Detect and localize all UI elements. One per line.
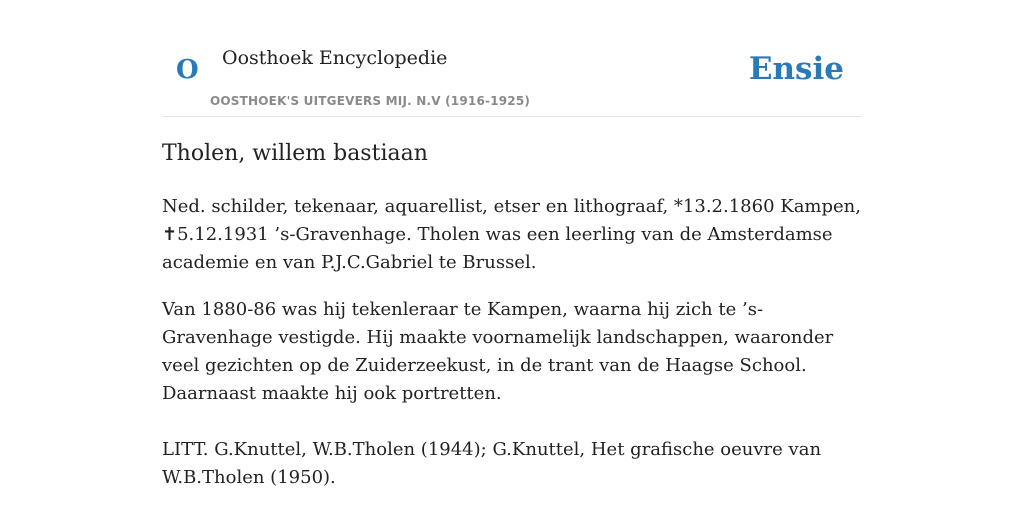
article-paragraph: Van 1880-86 was hij tekenleraar te Kampen, waarna hij zich te ’s-Gravenhage vestigde. Hij maakte voornamelijk landschappen, waaronder veel gezichten op de Zuiderzeekust, in de trant van de Haagse School. Daarnaast maakte hij ook portretten.	[162, 299, 834, 404]
source-logo[interactable]: O	[176, 55, 199, 85]
source-subtitle: OOSTHOEK'S UITGEVERS MIJ. N.V (1916-1925)	[210, 94, 531, 108]
article-paragraph: Ned. schilder, tekenaar, aquarellist, etser en lithograaf, *13.2.1860 Kampen, ✝5.12.1931 ’s-Gravenhage. Tholen was een leerling van de Amsterdamse academie en van P.J.C.Gabriel te Brussel.	[162, 196, 861, 273]
source-title[interactable]: Oosthoek Encyclopedie	[222, 47, 448, 69]
brand-logo[interactable]: Ensie	[748, 51, 844, 87]
source-header	[162, 0, 862, 117]
article-title: Tholen, willem bastiaan	[162, 141, 428, 166]
article-body	[162, 138, 862, 492]
literature-reference: LITT. G.Knuttel, W.B.Tholen (1944); G.Knuttel, Het grafische oeuvre van W.B.Tholen (1950).	[162, 439, 822, 488]
